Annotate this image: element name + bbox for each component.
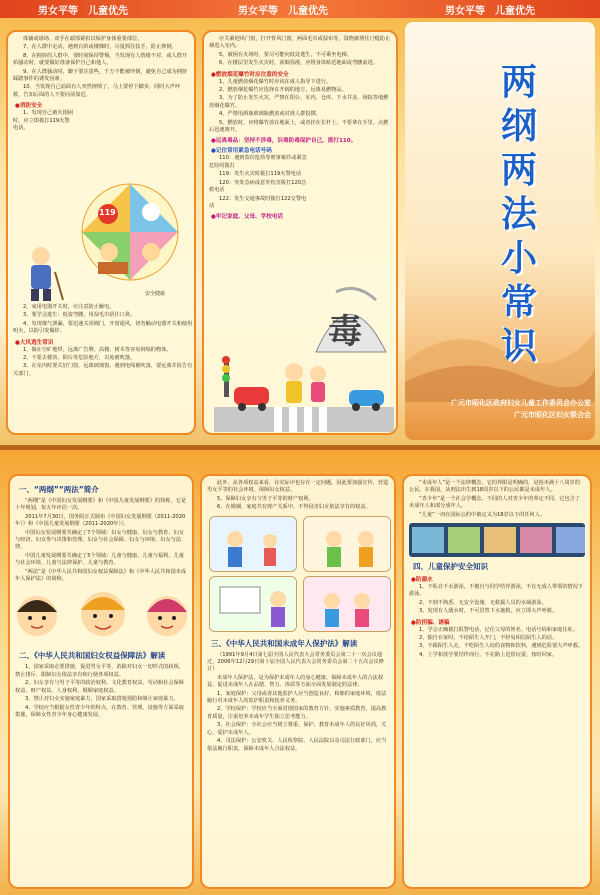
text-paragraph: 2、不到不熟悉、无安全设施、无救援人员的水域游泳。 bbox=[419, 599, 547, 606]
section-heading-intro: 一、“两纲”“两法”简介 bbox=[19, 485, 99, 494]
text-paragraph: 3、不跟陌生人走，不吃陌生人给的食物和饮料，遇到危险要大声呼救。 bbox=[419, 643, 584, 650]
emergency-number-110: 110：遇到盗窃抢劫等刑事案件或紧急危险时拨打 bbox=[209, 155, 307, 169]
safety-text-panel-1 bbox=[6, 30, 196, 435]
poison-warning-illustration bbox=[306, 282, 392, 362]
text-paragraph: 10、当发现自己前面有人突然摔倒了，马上要停下脚步，同时大声呼救，告知后面的人不要向前靠近。 bbox=[13, 84, 181, 98]
text-paragraph: 2、独自在家时，不给陌生人开门，不轻易相信陌生人的话。 bbox=[419, 635, 558, 642]
text-paragraph: “两法”是《中华人民共和国妇女权益保障法》和《中华人民共和国未成年人保护法》的简称。 bbox=[15, 568, 187, 583]
text-paragraph: “青少年”是一个社会学概念，不同的人对青少年的界定不同，它包含了未成年人和部分成年人。 bbox=[409, 495, 581, 510]
text-paragraph: 4、司法保护：公安机关、人民检察院、人民法院以及司法行政部门，应当依法履行职责，保障未成年人合法权益。 bbox=[207, 738, 387, 752]
text-paragraph: 1、不私自下水游泳，不擅自与同学结伴游泳，不在无成人带领的情况下游泳。 bbox=[409, 584, 584, 598]
text-paragraph: 6、在楼层里发生火灾时，浓烟弥漫，应将身体贴近地面或弯腰前进。 bbox=[219, 60, 378, 67]
text-paragraph: 5、保障妇女享有与男子平等的财产权利。 bbox=[217, 495, 314, 502]
text-paragraph: 1、儿童燃放烟花爆竹时应该在成人指导下进行。 bbox=[219, 78, 332, 85]
child-safety-panel bbox=[402, 474, 592, 889]
text-paragraph: 1、家庭保护：父母或者其他监护人应当创造良好、和睦的家庭环境，依法履行对未成年人的监护职责和抚养义务。 bbox=[207, 690, 387, 705]
cartoon-scene bbox=[209, 516, 297, 572]
text-paragraph: 3、要学会逃生：低姿弯腰，用湿毛巾捂住口鼻。 bbox=[23, 312, 136, 319]
text-paragraph: 2、家用电器开关时，应注意防止触电。 bbox=[23, 304, 115, 310]
section-heading-wind: ●大风逃生常识 bbox=[15, 339, 54, 346]
cartoon-scene bbox=[209, 576, 297, 632]
title-char: 识 bbox=[500, 325, 537, 367]
title-char: 小 bbox=[500, 237, 537, 279]
title-char: 两 bbox=[500, 149, 537, 191]
text-paragraph: 8、在拥挤的人群中，要时刻保持警惕，当发现有人情绪不对，或人群开始骚动时，就要做好准备保护自己和他人。 bbox=[13, 52, 188, 67]
text-paragraph: 应关紧迎风门窗，打开背风门窗，两面毛巾或湿布等，湿物被堵住门缝防止烟进入室内。 bbox=[209, 36, 391, 50]
text-paragraph: 4、严禁用酒瓶玻璃瓶燃放或对准人群投掷。 bbox=[219, 111, 321, 118]
fire-safety-text-block bbox=[13, 304, 193, 379]
front-side bbox=[0, 0, 600, 445]
fire-safety-illustration bbox=[73, 172, 188, 302]
section-heading-minor-protection-law: 三、《中华人民共和国未成年人保护法》解读 bbox=[211, 638, 358, 648]
slogan-text: 男女平等 儿童优先 bbox=[445, 6, 535, 17]
text-paragraph: 中国妇女发展纲要共确定了7个领域：妇女与健康、妇女与教育、妇女与经济、妇女参与决策和管理、妇女与社会保障、妇女与环境、妇女与法律。 bbox=[15, 529, 184, 551]
text-paragraph: 5、被困在火场时，要尽可能向低处逃生，不可乘坐电梯。 bbox=[219, 51, 352, 58]
text-paragraph: 此外，从各项权益来看，在实际中也存在一定问题，因此要加强宣传，营造男女平等的社会环境，保障妇女权益。 bbox=[207, 480, 389, 494]
section-heading-drugs: ●远离毒品：坚持不涉毒，识毒防毒保护自己，拨打110。 bbox=[211, 138, 357, 145]
emergency-number-119: 119：发生火灾时拨打119火警电话 bbox=[219, 171, 302, 178]
slogan-text: 男女平等 儿童优先 bbox=[38, 6, 128, 17]
text-paragraph: 2011年7月30日，国务院正式颁布《中国妇女发展纲要（2011-2020年）》和《中国儿童发展纲要（2011-2020年）》。 bbox=[15, 513, 186, 528]
text-paragraph: “两纲”是《中国妇女发展纲要》和《中国儿童发展纲要》的简称，它是十年规划，每五年评估一次。 bbox=[15, 498, 187, 512]
text-paragraph: 6、在婚姻、家庭共有财产关系中，不得侵害妇女依法享有的权益。 bbox=[217, 504, 371, 511]
text-paragraph: 4、上学和放学要结伴而行，不在路上逗留玩耍，按时回家。 bbox=[419, 651, 558, 658]
title-char: 纲 bbox=[500, 105, 537, 147]
text-paragraph: 2、不要去楼顶、阳台等危险地方，以免被吹落。 bbox=[23, 355, 136, 362]
text-paragraph: 2、妇女享有与男子平等的政治权利、文化教育权益、劳动和社会保障权益、财产权益、人身权利、婚姻家庭权益。 bbox=[15, 680, 184, 694]
cartoon-scene bbox=[303, 576, 391, 632]
cartoon-scene bbox=[303, 516, 391, 572]
section-heading-abduction: ●防拐骗、诱骗 bbox=[411, 619, 450, 626]
text-paragraph: 1、国家采取必要措施，促进男女平等，消除对妇女一切形式的歧视，禁止排斥、限制妇女依法享有和行使各项权益。 bbox=[15, 664, 184, 678]
hazard-119-label: 119 bbox=[99, 208, 116, 217]
text-paragraph: 体铺或球场、双手在頭部紧扣以保护身体重要部位。 bbox=[23, 36, 143, 42]
text-paragraph: 1、发现自己被火围困时，应立即拨打119火警电话。 bbox=[13, 110, 73, 132]
section-heading-contacts: ●牢记家庭、父母、学校电话 bbox=[211, 214, 284, 221]
law-intro-panel bbox=[8, 474, 194, 889]
slogan-text: 男女平等 儿童优先 bbox=[238, 6, 328, 17]
brochure-title bbox=[493, 60, 545, 368]
emergency-number-122: 122：发生交通事故时拨打122交警电话 bbox=[209, 195, 307, 209]
text-paragraph: 3、禁止对妇女实施家庭暴力，国家采取措施预防和制止家庭暴力。 bbox=[25, 696, 179, 703]
text-paragraph: 3、为了防止发生火灾，严禁在阳台、室内、仓库、下水井盖、场院等地燃放烟花爆竹。 bbox=[209, 95, 389, 109]
text-paragraph: 3、发现有人溺水时，不可冒然下水施救，应立即大声呼救。 bbox=[419, 608, 558, 615]
section-heading-fire: ●消防安全 bbox=[15, 103, 43, 110]
text-paragraph: 5、燃放时，应将爆竹放在地面上，或者挂在长杆上，不要拿在手里，点燃后迅速离开。 bbox=[209, 119, 389, 134]
section-heading-fireworks: ●燃放烟花爆竹时应注意的安全 bbox=[211, 71, 289, 78]
section-heading-women-rights-law: 二、《中华人民共和国妇女权益保障法》解读 bbox=[19, 651, 166, 661]
text-paragraph: 4、学校应当根据女性青少年的特点，在教育、管理、设施等方面采取措施，保障女性青少年身心健康发展。 bbox=[15, 704, 184, 718]
safety-basket-label: 安全健康 bbox=[145, 291, 166, 297]
text-paragraph: 4、发现煤气泄漏，要迅速关闭阀门，开窗通风，切勿触动电器开关和使用明火，以防引发爆炸。 bbox=[13, 320, 193, 335]
text-paragraph: 3、社会保护：全社会应当树立尊重、保护、教育未成年人的良好风尚，关心、爱护未成年人。 bbox=[207, 722, 387, 736]
title-char: 两 bbox=[500, 61, 537, 103]
text-paragraph: 9、在人群骚动时，脚下要注意些，千万不能被绊倒，避免自己成为拥挤踩踏事件的诱发因素。 bbox=[13, 68, 188, 83]
emergency-number-120: 120：突发急病或意外伤害拨打120急救电话 bbox=[209, 179, 307, 194]
minor-protection-law-panel bbox=[200, 474, 396, 889]
text-paragraph: （1991年9月4日第七届全国人民代表大会常务委员会第二十一次会议通过，2006年12月29日第十届全国人民代表大会常务委员会第二十五次会议修订） bbox=[207, 651, 384, 673]
text-paragraph: 中国儿童发展纲要共确定了5个领域：儿童与健康、儿童与福利、儿童与社会环境、儿童与法律保护、儿童与教育。 bbox=[15, 552, 184, 567]
section-heading-drowning: ●防溺水 bbox=[411, 577, 433, 584]
text-paragraph: 未成年人保护法，是为保护未成年人的身心健康，保障未成年人的合法权益，促进未成年人在品德、智力、体质等方面全面发展制定的法律。 bbox=[207, 674, 384, 689]
text-paragraph: 7、在人群中走动，遇到台阶或楼梯时，尽量抓住扶手，防止摔倒。 bbox=[23, 44, 177, 51]
elder-with-cane-illustration bbox=[13, 242, 71, 302]
safety-text-panel-2 bbox=[202, 30, 398, 435]
organizer-line-1: 广元市昭化区政府妇女儿童工作委员会办公室 bbox=[451, 399, 591, 407]
organizer-line-2: 广元市昭化区妇女联合会 bbox=[514, 411, 591, 419]
title-char: 常 bbox=[500, 281, 537, 323]
children-faces-illustration bbox=[15, 584, 187, 646]
cartoon-scenes-grid bbox=[207, 516, 389, 634]
text-paragraph: 2、学校保护：学校应当全面贯彻国家的教育方针，实施素质教育，提高教育质量，注重培养未成年学生独立思考能力。 bbox=[207, 706, 387, 720]
children-crossing-street-illustration bbox=[214, 352, 394, 432]
text-paragraph: “儿童”一词在国际公约中被定义为18岁以下的任何人。 bbox=[419, 511, 546, 518]
title-char: 法 bbox=[500, 193, 537, 235]
section-heading-emergency-numbers: ●记住常用紧急电话号码 bbox=[211, 148, 272, 155]
text-paragraph: 3、在室内时要关好门窗，远离玻璃窗。遇到电线被吹落，要远离并报告有关部门。 bbox=[13, 363, 193, 377]
text-paragraph: 1、躲在空旷地带，远离广告牌、高楼、树木等容易倒塌的物体。 bbox=[23, 346, 172, 353]
text-paragraph: “未成年人”是一个法律概念，它的界限是明确的，是指未满十八周岁的公民。在我国，从刑法出生到18周岁以下的公民都是未成年人。 bbox=[409, 480, 581, 494]
text-paragraph: 1、学会正确拨打报警电话，记住父母的姓名、电话号码和家庭住址。 bbox=[419, 626, 578, 633]
text-paragraph: 2、燃放烟花爆竹应选择在开阔的地方，远离易燃物品。 bbox=[219, 87, 347, 94]
back-side bbox=[0, 450, 600, 895]
poison-sign-text: 毒 bbox=[328, 312, 362, 352]
section-heading-child-safety: 四、儿童保护安全知识 bbox=[413, 562, 488, 572]
photo-strip bbox=[409, 523, 585, 557]
